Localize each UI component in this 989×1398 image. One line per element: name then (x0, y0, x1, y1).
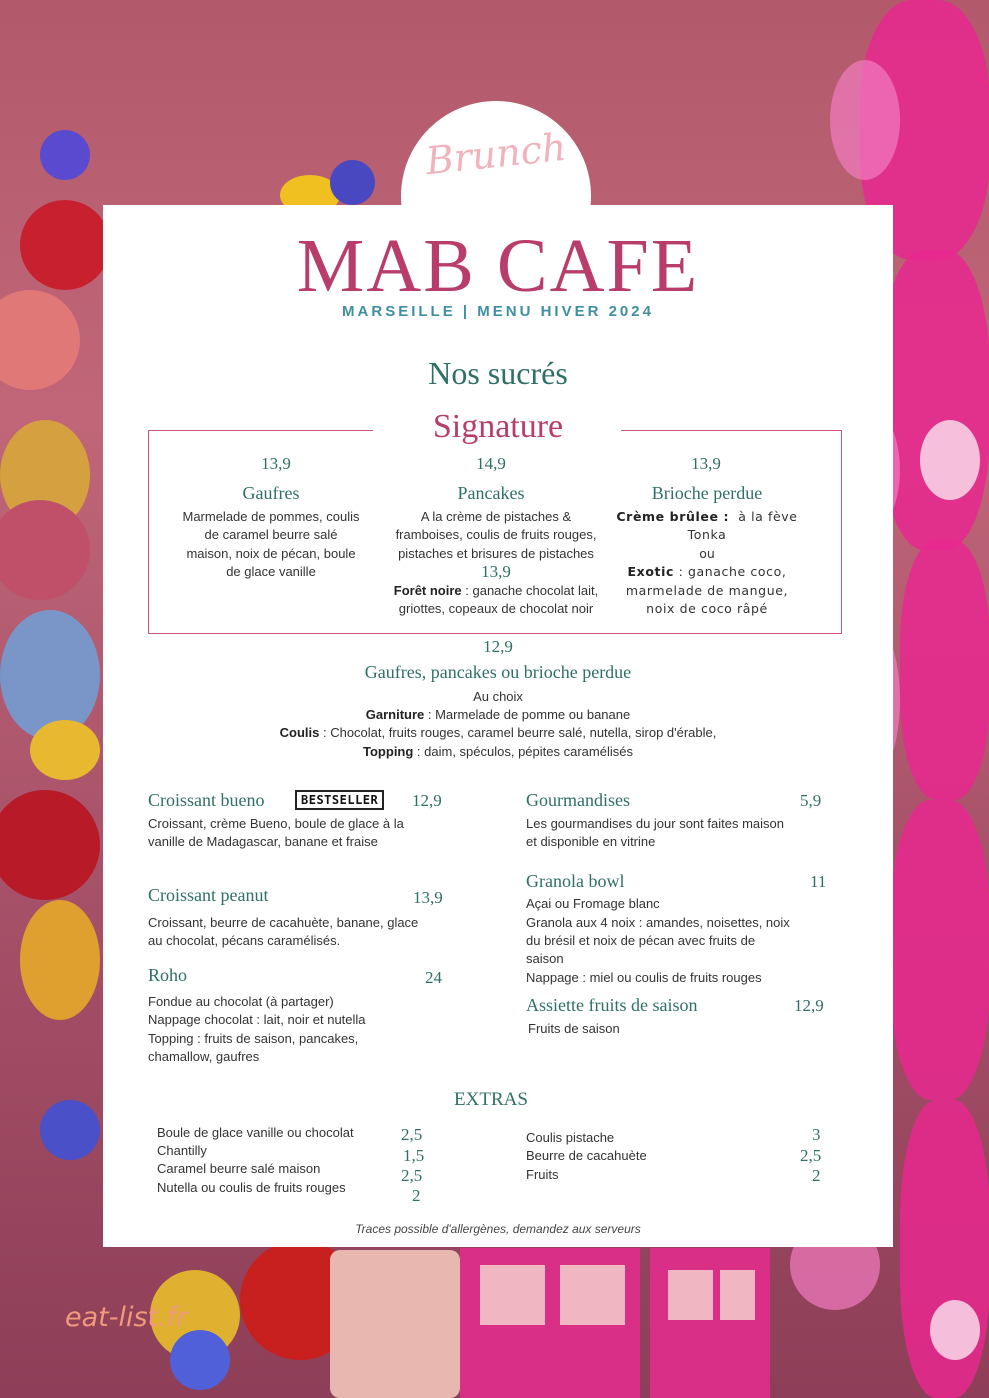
assiette-line-1: Fruits de saison (528, 1021, 620, 1036)
pancakes-line-3: pistaches et brisures de pistaches (398, 546, 594, 561)
topping-text: : daim, spéculos, pépites caramélisés (413, 744, 633, 759)
gaufres-line-2: de caramel beurre salé (204, 527, 338, 542)
watermark: eat-list.fr (65, 1302, 188, 1333)
cafe-subtitle: MARSEILLE | MENU HIVER 2024 (342, 303, 654, 320)
gourmandises-price: 5,9 (800, 791, 822, 810)
combo-choice: Au choix (473, 689, 523, 704)
pancakes-line-2: framboises, coulis de fruits rouges, (395, 527, 597, 542)
section-title: Nos sucrés (428, 355, 568, 391)
extra-right-1-price: 3 (812, 1125, 821, 1144)
extras-title: EXTRAS (454, 1089, 528, 1110)
croissant-bueno-price: 12,9 (412, 791, 442, 810)
extra-left-2-name: Chantilly (157, 1143, 207, 1158)
assiette-name: Assiette fruits de saison (526, 995, 698, 1015)
extra-right-2-name: Beurre de cacahuète (526, 1148, 647, 1163)
creme-brulee-line-2: Tonka (687, 527, 727, 542)
exotic-text: : ganache coco, (674, 564, 787, 579)
exotic-label: Exotic (627, 564, 675, 579)
gaufres-line-1: Marmelade de pommes, coulis (182, 509, 360, 524)
bestseller-badge: BESTSELLER (295, 790, 384, 810)
assiette-price: 12,9 (794, 996, 824, 1015)
gaufres-price: 13,9 (261, 454, 291, 473)
brioche-name: Brioche perdue (651, 483, 763, 503)
croissant-bueno-line-2: vanille de Madagascar, banane et fraise (148, 834, 378, 849)
croissant-peanut-name: Croissant peanut (148, 885, 269, 905)
croissant-bueno-name: Croissant bueno (148, 790, 265, 810)
extra-right-2-price: 2,5 (800, 1146, 822, 1165)
signature-title: Signature (432, 408, 564, 445)
roho-line-1: Fondue au chocolat (à partager) (148, 994, 334, 1009)
coulis-label: Coulis (279, 725, 320, 740)
combo-garniture (103, 706, 893, 725)
granola-name: Granola bowl (526, 871, 625, 891)
extra-left-3-price: 2,5 (401, 1166, 423, 1185)
extra-left-2-price: 1,5 (403, 1146, 425, 1165)
roho-name: Roho (148, 965, 188, 985)
extra-right-1-name: Coulis pistache (526, 1130, 615, 1145)
pancakes-price: 14,9 (476, 454, 506, 473)
granola-line-2: Granola aux 4 noix : amandes, noisettes, noix (526, 915, 790, 930)
coulis-text: : Chocolat, fruits rouges, caramel beurre salé, nutella, sirop d'érable, (319, 725, 717, 740)
exotic-line (609, 563, 805, 582)
extra-left-4-price: 2 (412, 1186, 421, 1205)
brioche-price: 13,9 (691, 454, 721, 473)
pancakes-line-1: A la crème de pistaches & (420, 509, 572, 524)
combo-price: 12,9 (483, 637, 513, 656)
roho-price: 24 (425, 968, 442, 987)
extra-left-4-name: Nutella ou coulis de fruits rouges (157, 1180, 346, 1195)
gaufres-line-4: de glace vanille (226, 564, 316, 579)
menu-card (103, 205, 893, 1247)
creme-brulee-label: Crème brûlee : (616, 509, 730, 524)
foret-noire-line-2: griottes, copeaux de chocolat noir (398, 601, 594, 616)
croissant-peanut-line-2: au chocolat, pécans caramélisés. (148, 933, 341, 948)
granola-line-5: Nappage : miel ou coulis de fruits rouges (526, 970, 762, 985)
extra-left-1-price: 2,5 (401, 1125, 423, 1144)
granola-line-3: du brésil et noix de pécan avec fruits de (526, 933, 756, 948)
granola-price: 11 (810, 872, 827, 891)
granola-line-1: Açai ou Fromage blanc (526, 896, 660, 911)
creme-brulee-line (609, 508, 805, 527)
foret-noire-line-1 (383, 582, 609, 601)
combo-coulis (103, 724, 893, 743)
croissant-bueno-line-1: Croissant, crème Bueno, boule de glace à la (148, 816, 404, 831)
gaufres-line-3: maison, noix de pécan, boule (186, 546, 356, 561)
brunch-label: Brunch (423, 124, 569, 184)
extra-right-3-name: Fruits (526, 1167, 559, 1182)
extra-left-3-name: Caramel beurre salé maison (157, 1161, 321, 1176)
creme-brulee-text: à la fève (738, 509, 798, 524)
croissant-peanut-price: 13,9 (413, 888, 443, 907)
granola-line-4: saison (526, 951, 564, 966)
brioche-or: ou (699, 546, 715, 561)
combo-topping (103, 743, 893, 762)
exotic-line-3: noix de coco râpé (646, 601, 768, 616)
allergen-note: Traces possible d'allergènes, demandez aux serveurs (355, 1222, 641, 1236)
exotic-line-2: marmelade de mangue, (625, 583, 789, 598)
garniture-label: Garniture (365, 707, 425, 722)
foret-noire-text: : ganache chocolat lait, (461, 583, 599, 598)
cafe-title: MAB CAFE (296, 224, 700, 308)
topping-label: Topping (363, 744, 414, 759)
pancakes-name: Pancakes (457, 483, 525, 503)
extra-left-1-name: Boule de glace vanille ou chocolat (157, 1125, 354, 1140)
foret-noire-label: Forêt noire (393, 583, 462, 598)
croissant-peanut-line-1: Croissant, beurre de cacahuète, banane, glace (148, 915, 419, 930)
combo-name: Gaufres, pancakes ou brioche perdue (364, 662, 632, 682)
roho-line-2: Nappage chocolat : lait, noir et nutella (148, 1012, 366, 1027)
gaufres-name: Gaufres (242, 483, 300, 503)
gourmandises-line-2: et disponible en vitrine (526, 834, 656, 849)
gourmandises-line-1: Les gourmandises du jour sont faites maison (526, 816, 784, 831)
gourmandises-name: Gourmandises (526, 790, 630, 810)
garniture-text: : Marmelade de pomme ou banane (424, 707, 631, 722)
roho-line-4: chamallow, gaufres (148, 1049, 260, 1064)
roho-line-3: Topping : fruits de saison, pancakes, (148, 1031, 359, 1046)
extra-right-3-price: 2 (812, 1166, 821, 1185)
pancakes-price-2: 13,9 (481, 562, 511, 581)
